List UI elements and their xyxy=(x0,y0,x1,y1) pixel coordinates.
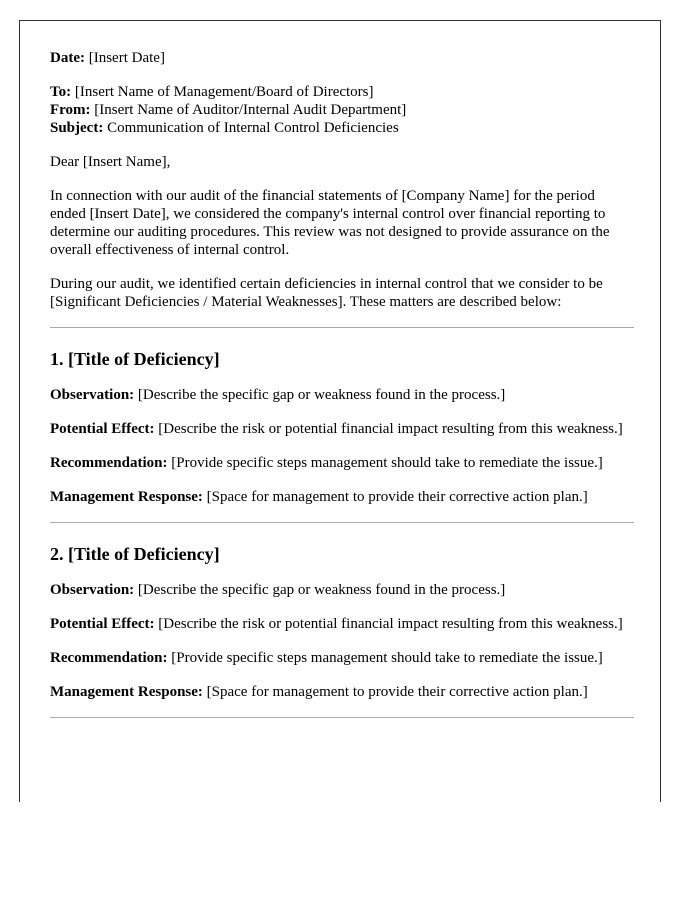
observation-label: Observation: xyxy=(50,387,135,403)
observation-label: Observation: xyxy=(50,582,135,598)
potential-effect-label: Potential Effect: xyxy=(50,421,155,437)
potential-effect-text: [Describe the risk or potential financial impact resulting from this weakness.] xyxy=(158,421,623,437)
observation-text: [Describe the specific gap or weakness found in the process.] xyxy=(137,387,506,403)
salutation: Dear [Insert Name], xyxy=(50,154,171,170)
management-response-field xyxy=(50,683,634,701)
to-label: To: xyxy=(50,84,72,100)
date-line xyxy=(50,49,634,67)
from-line xyxy=(50,101,634,119)
intro-paragraph: During our audit, we identified certain deficiencies in internal control that we consider to be [Significant Deficiencies / Material Weaknesses]. These matters are described below: xyxy=(50,276,603,310)
document-page xyxy=(19,20,661,802)
recommendation-text: [Provide specific steps management should take to remediate the issue.] xyxy=(171,455,603,471)
management-response-text: [Space for management to provide their corrective action plan.] xyxy=(206,684,588,700)
recommendation-text: [Provide specific steps management should take to remediate the issue.] xyxy=(171,650,603,666)
from-value: [Insert Name of Auditor/Internal Audit Department] xyxy=(94,102,407,118)
management-response-label: Management Response: xyxy=(50,684,203,700)
observation-text: [Describe the specific gap or weakness found in the process.] xyxy=(137,582,506,598)
potential-effect-label: Potential Effect: xyxy=(50,616,155,632)
section-divider xyxy=(50,717,634,718)
deficiency-section xyxy=(50,348,634,506)
deficiency-title: 2. [Title of Deficiency] xyxy=(50,544,220,564)
intro-paragraph: In connection with our audit of the financial statements of [Company Name] for the period ended [Insert Date], we considered the company's internal control over financial reporting to determine our auditing procedures. This review was not designed to provide assurance on the overall effectiveness of internal control. xyxy=(50,188,610,258)
from-label: From: xyxy=(50,102,91,118)
potential-effect-field xyxy=(50,615,634,633)
section-divider xyxy=(50,327,634,328)
deficiency-section xyxy=(50,543,634,701)
date-value: [Insert Date] xyxy=(88,50,165,66)
section-divider xyxy=(50,522,634,523)
document-body xyxy=(50,49,634,718)
memo-header xyxy=(50,83,634,137)
recommendation-field xyxy=(50,454,634,472)
recommendation-label: Recommendation: xyxy=(50,650,168,666)
management-response-label: Management Response: xyxy=(50,489,203,505)
to-line xyxy=(50,83,634,101)
to-value: [Insert Name of Management/Board of Directors] xyxy=(74,84,374,100)
observation-field xyxy=(50,581,634,599)
observation-field xyxy=(50,386,634,404)
potential-effect-text: [Describe the risk or potential financial impact resulting from this weakness.] xyxy=(158,616,623,632)
subject-line xyxy=(50,119,634,137)
recommendation-field xyxy=(50,649,634,667)
potential-effect-field xyxy=(50,420,634,438)
subject-label: Subject: xyxy=(50,120,104,136)
management-response-field xyxy=(50,488,634,506)
recommendation-label: Recommendation: xyxy=(50,455,168,471)
deficiency-title: 1. [Title of Deficiency] xyxy=(50,349,220,369)
date-label: Date: xyxy=(50,50,85,66)
management-response-text: [Space for management to provide their corrective action plan.] xyxy=(206,489,588,505)
subject-value: Communication of Internal Control Deficiencies xyxy=(107,120,399,136)
